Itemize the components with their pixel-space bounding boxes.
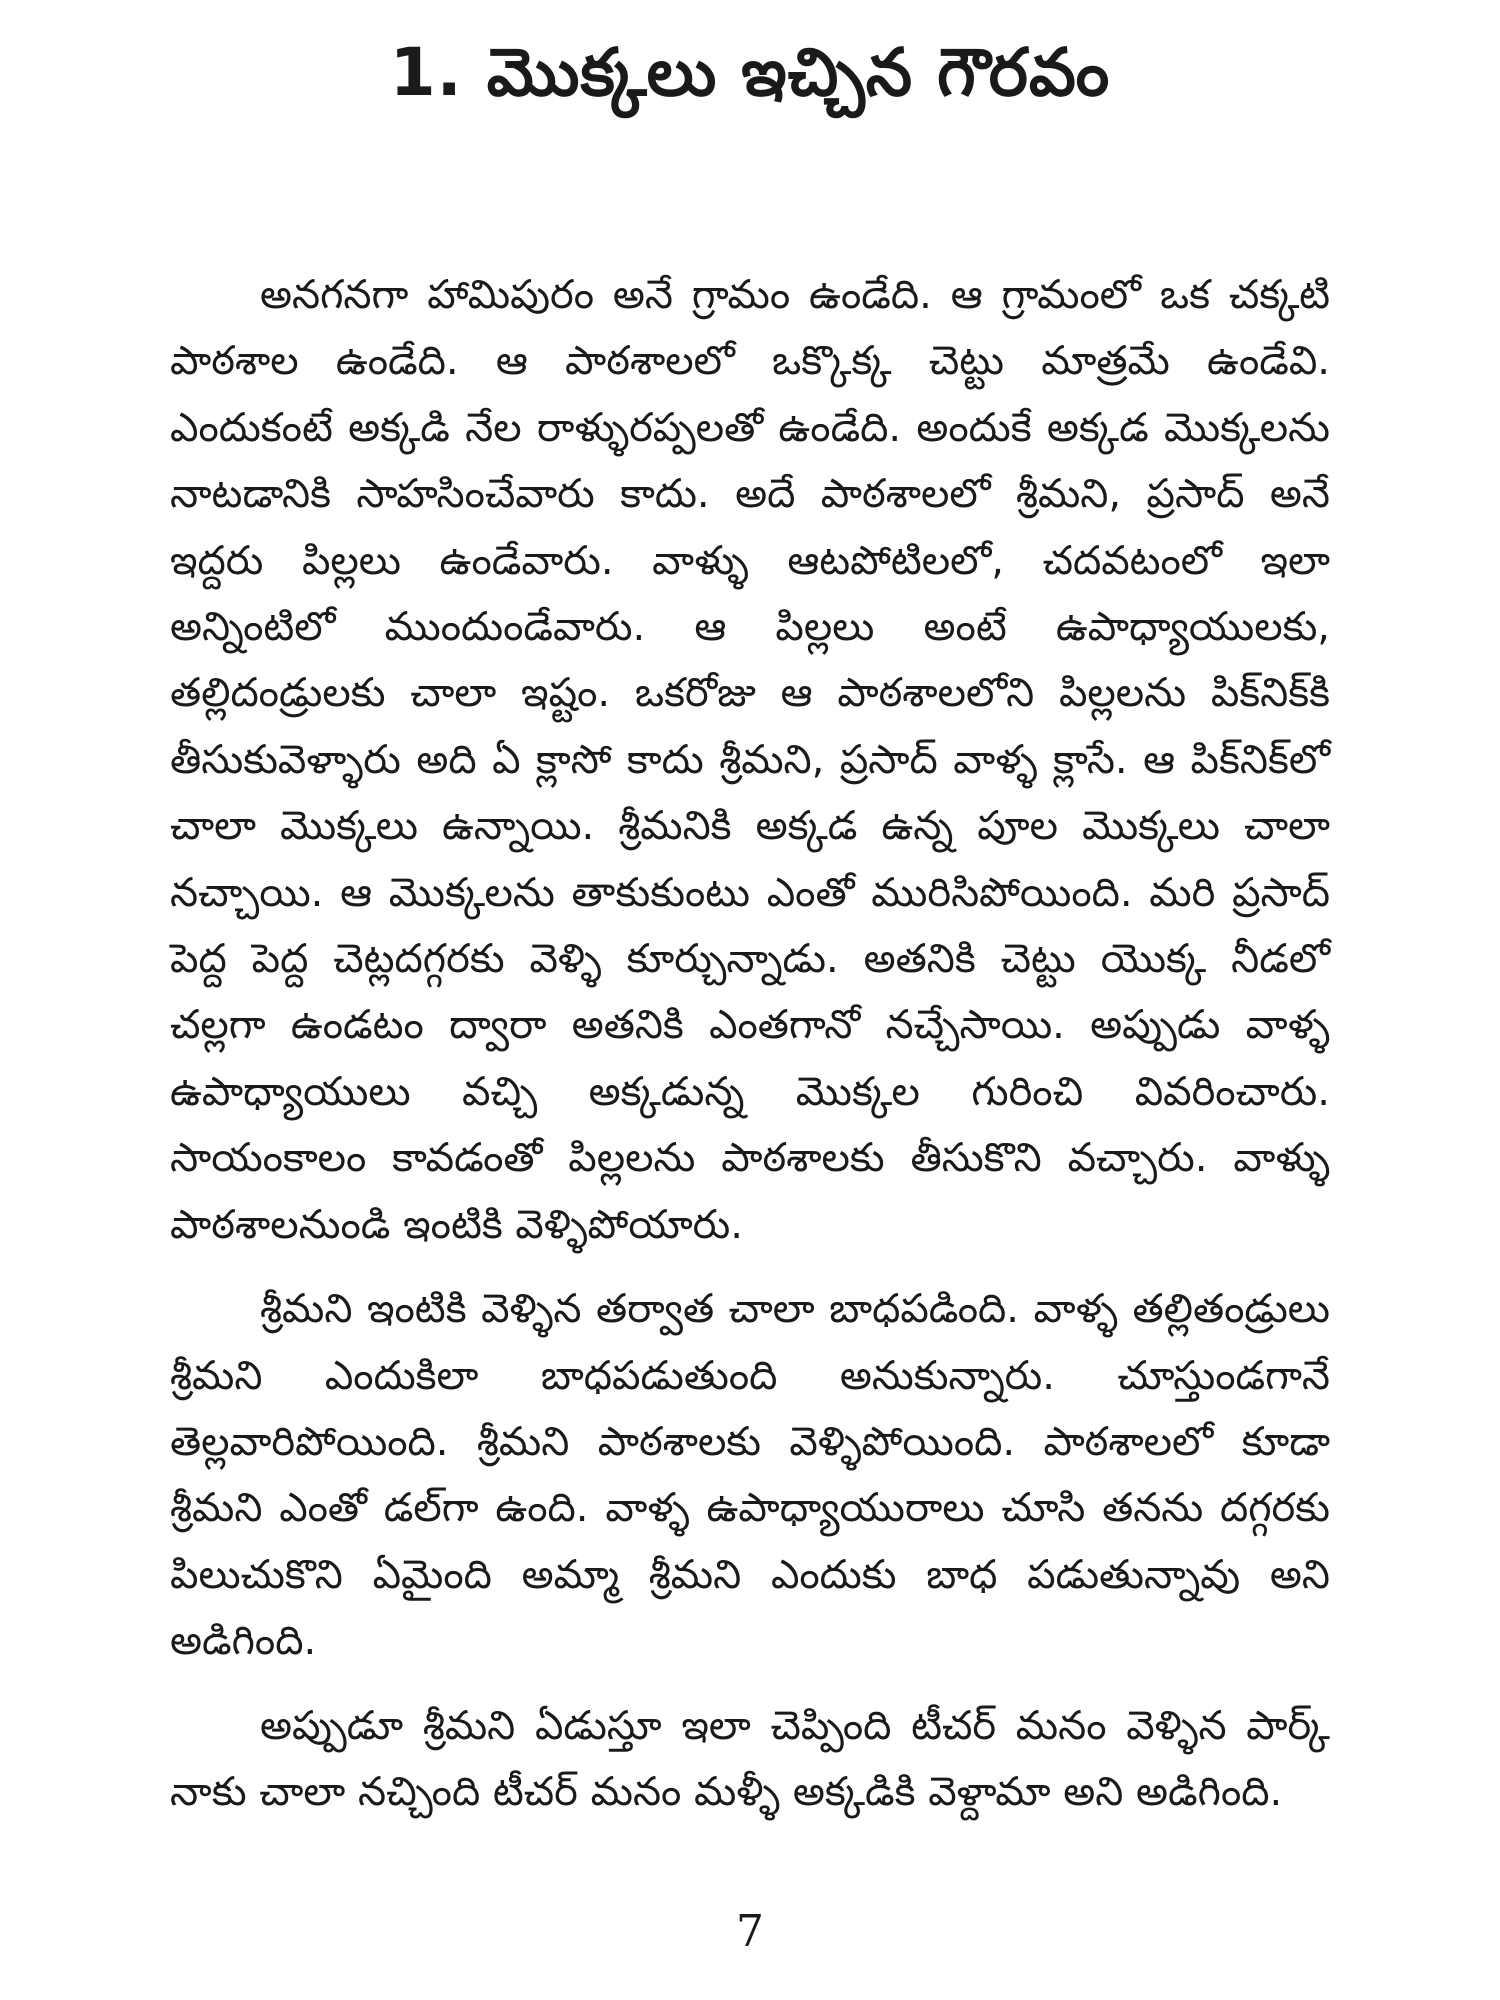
- paragraph-2: శ్రీమని ఇంటికి వెళ్ళిన తర్వాత చాలా బాధపడింది. వాళ్ళ తల్లితండ్రులు శ్రీమని ఎందుకిలా బాధపడుతుంది అనుకున్నారు. చూస్తుండగానే తెల్లవారిపోయింది. శ్రీమని పాఠశాలకు వెళ్ళిపోయింది. పాఠశాలలో కూడా శ్రీమని ఎంతో డల్‌గా ఉంది. వాళ్ళ ఉపాధ్యాయురాలు చూసి తనను దగ్గరకు పిలుచుకొని ఏమైంది అమ్మా శ్రీమని ఎందుకు బాధ పడుతున్నావు అని అడిగింది.: [170, 1286, 1331, 1665]
- paragraph-3: అప్పుడూ శ్రీమని ఏడుస్తూ ఇలా చెప్పింది టీచర్ మనం వెళ్ళిన పార్క్ నాకు చాలా నచ్చింది టీచర్ మనం మళ్ళీ అక్కడికి వెళ్దామా అని అడిగింది.: [170, 1702, 1330, 1815]
- page-number: 7: [736, 1906, 764, 1957]
- chapter-title: 1. మొక్కలు ఇచ్చిన గౌరవం: [389, 34, 1111, 111]
- story-body: [170, 262, 1330, 1825]
- paragraph-1: అనగనగా హామిపురం అనే గ్రామం ఉండేది. ఆ గ్రామంలో ఒక చక్కటి పాఠశాల ఉండేది. ఆ పాఠశాలలో ఒక్కొక్క చెట్టు మాత్రమే ఉండేవి. ఎందుకంటే అక్కడి నేల రాళ్ళురప్పలతో ఉండేది. అందుకే అక్కడ మొక్కలను నాటడానికి సాహసించేవారు కాదు. అదే పాఠశాలలో శ్రీమని, ప్రసాద్ అనే ఇద్దరు పిల్లలు ఉండేవారు. వాళ్ళు ఆటపోటిలలో, చదవటంలో ఇలా అన్నింటిలో ముందుండేవారు. ఆ పిల్లలు అంటే ఉపాధ్యాయులకు, తల్లిదండ్రులకు చాలా ఇష్టం. ఒకరోజు ఆ పాఠశాలలోని పిల్లలను పిక్‌నిక్‌కి తీసుకువెళ్ళారు అది ఏ క్లాసో కాదు శ్రీమని, ప్రసాద్ వాళ్ళ క్లాసే. ఆ పిక్‌నిక్‌లో చాలా మొక్కలు ఉన్నాయి. శ్రీమనికి అక్కడ ఉన్న పూల మొక్కలు చాలా నచ్చాయి. ఆ మొక్కలను తాకుకుంటు ఎంతో మురిసిపోయింది. మరి ప్రసాద్ పెద్ద పెద్ద చెట్లదగ్గరకు వెళ్ళి కూర్చున్నాడు. అతనికి చెట్టు యొక్క నీడలో చల్లగా ఉండటం ద్వారా అతనికి ఎంతగానో నచ్చేసాయి. అప్పుడు వాళ్ళ ఉపాధ్యాయులు వచ్చి అక్కడున్న మొక్కల గురించి వివరించారు. సాయంకాలం కావడంతో పిల్లలను పాఠశాలకు తీసుకొని వచ్చారు. వాళ్ళు పాఠశాలనుండి ఇంటికి వెళ్ళిపోయారు.: [170, 272, 1330, 1248]
